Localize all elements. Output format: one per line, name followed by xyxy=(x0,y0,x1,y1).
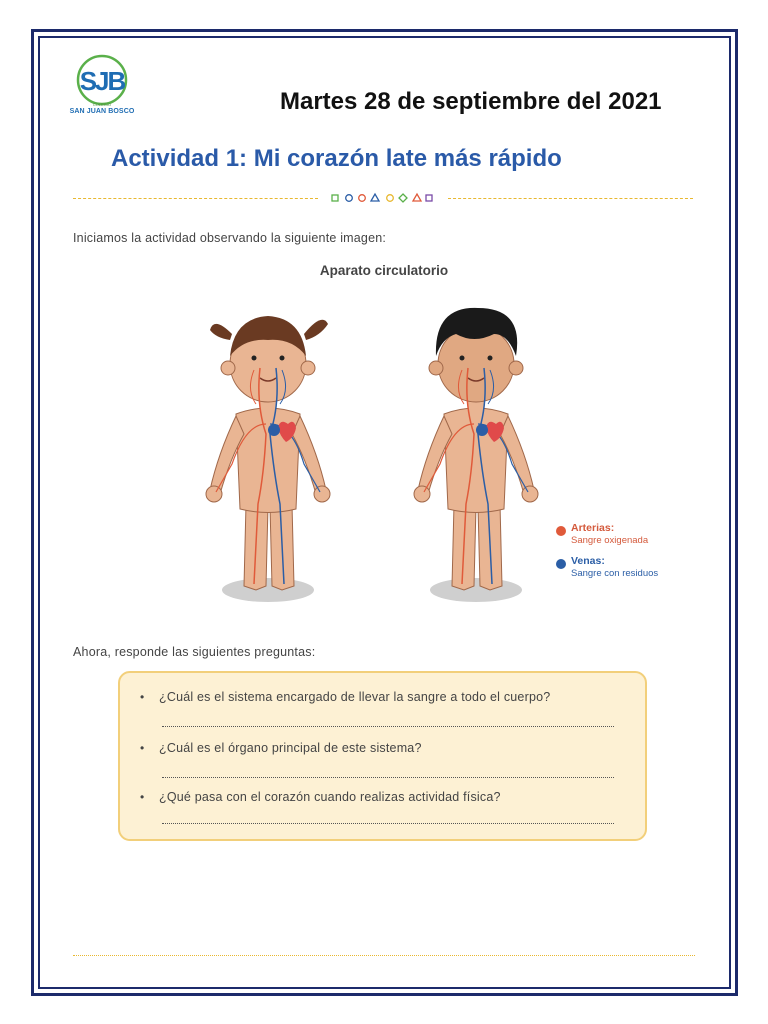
legend-title: Arterias: xyxy=(571,522,615,534)
divider-left xyxy=(73,198,318,199)
answer-line[interactable] xyxy=(162,777,614,778)
legend-item-arterias xyxy=(554,522,694,547)
question-item xyxy=(140,741,422,755)
question-text: ¿Qué pasa con el corazón cuando realizas actividad física? xyxy=(159,790,501,804)
questions-box xyxy=(118,671,647,841)
logo-school-name: SAN JUAN BOSCO xyxy=(69,108,135,115)
circulation-legend xyxy=(554,522,694,588)
blue-dot-icon xyxy=(556,559,566,569)
bullet-icon: • xyxy=(140,690,145,704)
intro-text: Iniciamos la actividad observando la siguiente imagen: xyxy=(73,231,387,245)
legend-title: Venas: xyxy=(571,555,605,567)
bullet-icon: • xyxy=(140,741,145,755)
decorative-shapes-divider xyxy=(330,192,436,204)
legend-description: Sangre con residuos xyxy=(571,568,659,579)
logo-label: COLEGIO xyxy=(92,102,112,107)
bullet-icon: • xyxy=(140,790,145,804)
question-text: ¿Cuál es el órgano principal de este sistema? xyxy=(159,741,422,755)
date-heading: Martes 28 de septiembre del 2021 xyxy=(280,88,662,115)
divider-right xyxy=(448,198,693,199)
legend-item-venas xyxy=(554,555,694,580)
svg-text:SJB: SJB xyxy=(79,66,125,96)
question-item xyxy=(140,690,550,704)
question-item xyxy=(140,790,501,804)
footer-divider xyxy=(73,955,695,956)
girl-figure xyxy=(206,316,330,602)
answer-line[interactable] xyxy=(162,823,614,824)
questions-prompt: Ahora, responde las siguientes preguntas: xyxy=(73,645,316,659)
boy-figure xyxy=(414,308,538,602)
answer-line[interactable] xyxy=(162,726,614,727)
image-title: Aparato circulatorio xyxy=(319,263,449,278)
circulatory-system-illustration xyxy=(196,294,576,610)
red-dot-icon xyxy=(556,526,566,536)
activity-title: Actividad 1: Mi corazón late más rápido xyxy=(111,145,562,172)
question-text: ¿Cuál es el sistema encargado de llevar la sangre a todo el cuerpo? xyxy=(159,690,551,704)
legend-description: Sangre oxigenada xyxy=(571,535,649,546)
